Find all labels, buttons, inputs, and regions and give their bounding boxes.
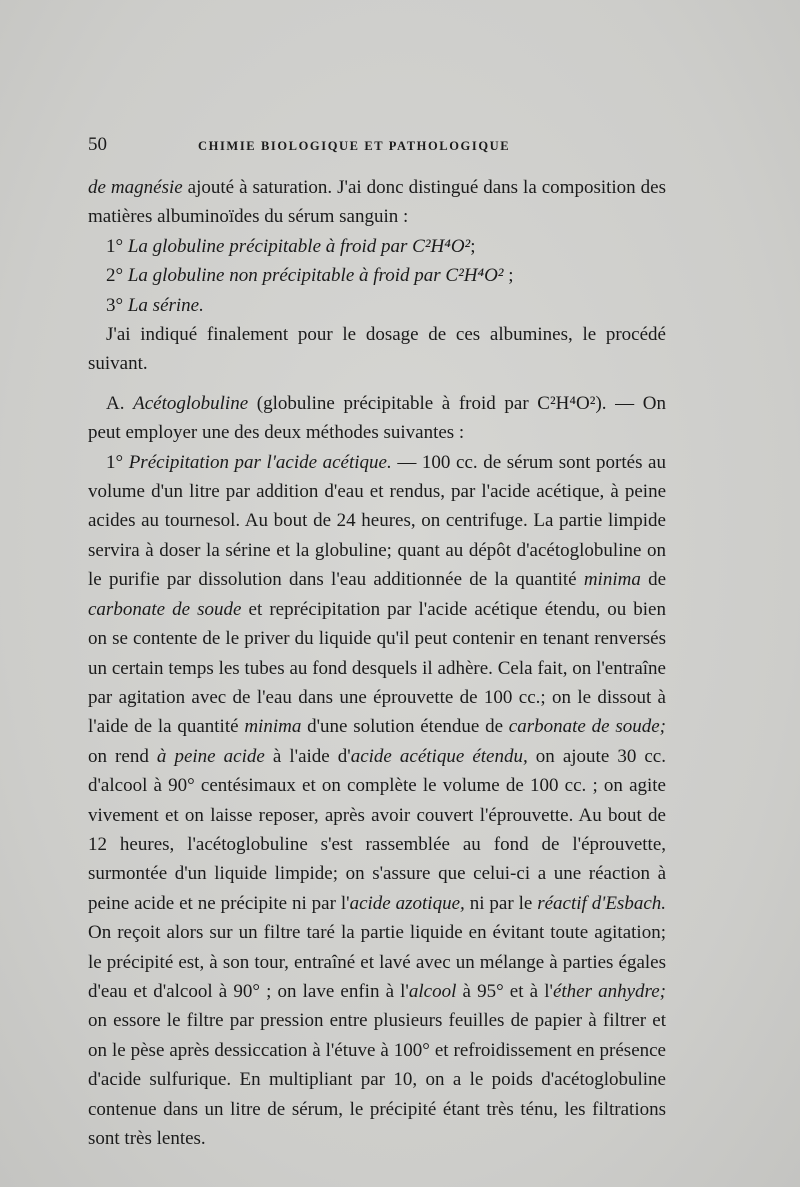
italic-term: éther anhydre; (552, 980, 666, 1002)
section-title: Acétoglobuline (133, 392, 249, 414)
text-run: — 100 cc. de sérum sont portés au volume d'un litre par addition d'eau et rendus, par l'acide acétique, à peine acides au tournesol. Au bout de 24 heures, on centrifuge. La partie limpide servira à doser la sérine et la globuline; quant au dépôt d'acétoglobuline on le purifie par dissolution dans l'eau additionnée de la quantité (88, 451, 666, 591)
running-title: CHIMIE BIOLOGIQUE ET PATHOLOGIQUE (198, 139, 511, 153)
page-number: 50 (88, 134, 107, 155)
list-item (88, 232, 666, 261)
paragraph-method-1 (88, 448, 666, 1154)
paragraph-procedure-intro: J'ai indiqué finalement pour le dosage de ces albumines, le procédé suivant. (88, 324, 666, 375)
italic-term: acide acétique étendu, (350, 745, 528, 767)
italic-term: minima (583, 569, 641, 591)
albumin-list (88, 232, 666, 320)
italic-term: réactif d'Esbach. (537, 892, 667, 914)
text-run: ni par le (464, 892, 538, 914)
list-item (88, 261, 666, 290)
list-item (88, 291, 666, 320)
text-run: on rend (88, 745, 157, 767)
text-run: d'une solution étendue de (301, 716, 509, 738)
text-run: à l'aide d' (264, 745, 351, 767)
list-number: 2° (106, 265, 124, 287)
italic-term: minima (244, 716, 302, 738)
page-body (88, 173, 666, 1153)
text-run: (globuline précipitable à froid par C²H⁴O²). — On peut employer une des deux méthodes suivantes : (88, 392, 666, 444)
method-title: Précipitation par l'acide acétique. (128, 451, 392, 473)
paragraph-acetoglobuline (88, 389, 666, 448)
text-run: on ajoute 30 cc. d'alcool à 90° centésimaux et on complète le volume de 100 cc. ; on agite vivement et on laisse reposer, après avoir couvert l'éprouvette. Au bout de 12 heures, l'acétoglobuline s'est rassemblée au fond de l'éprouvette, surmontée d'un liquide limpide; on s'assure que celui-ci a une réaction à peine acide et ne précipite ni par l' (88, 745, 666, 914)
list-number: 1° (106, 235, 124, 257)
text-run: On reçoit alors sur un filtre taré la partie liquide en évitant toute agitation; le précipité est, à son tour, entraîné et lavé avec un mélange à parties égales d'eau et d'alcool à 90° ; on lave enfin à l' (88, 922, 666, 1002)
list-number: 3° (106, 294, 124, 316)
page-header (88, 134, 666, 156)
text-run: 1° (106, 451, 129, 473)
text-run: ajouté à saturation. J'ai donc distingué dans la composition des matières albuminoïdes du sérum sanguin : (88, 177, 666, 228)
text-run: A. (106, 392, 134, 414)
italic-term: carbonate de soude (88, 598, 242, 620)
text-run: à 95° et à l' (456, 980, 553, 1002)
italic-term: alcool (408, 980, 457, 1002)
italic-term: acide azotique, (349, 892, 465, 914)
list-text: La globuline précipitable à froid par C²H⁴O² (127, 235, 471, 257)
text-run: de (640, 569, 667, 591)
text-run: et reprécipitation par l'acide acétique étendu, ou bien on se contente de le priver du liquide qu'il peut contenir en tenant renversés un certain temps les tubes au fond desquels il adhère. Cela fait, on l'entraîne par agitation avec de l'eau dans une éprouvette de 100 cc.; on le dissout à l'aide de la quantité (88, 598, 666, 738)
text-run: ; (503, 265, 514, 287)
text-run: ; (470, 235, 476, 257)
italic-term: carbonate de soude; (508, 716, 666, 738)
list-text: La globuline non précipitable à froid par C²H⁴O² (127, 265, 504, 287)
list-text: La sérine. (127, 294, 204, 316)
paragraph-continuation (88, 173, 666, 232)
text-run: on essore le filtre par pression entre plusieurs feuilles de papier à filtrer et on le pèse après dessiccation à l'étuve à 100° et refroidissement en présence d'acide sulfurique. En multipliant par 10, on a le poids d'acétoglobuline contenue dans un litre de sérum, le précipité étant très ténu, les filtrations sont très lentes. (88, 1010, 666, 1149)
italic-term: de magnésie (88, 177, 183, 198)
italic-term: à peine acide (156, 745, 265, 767)
